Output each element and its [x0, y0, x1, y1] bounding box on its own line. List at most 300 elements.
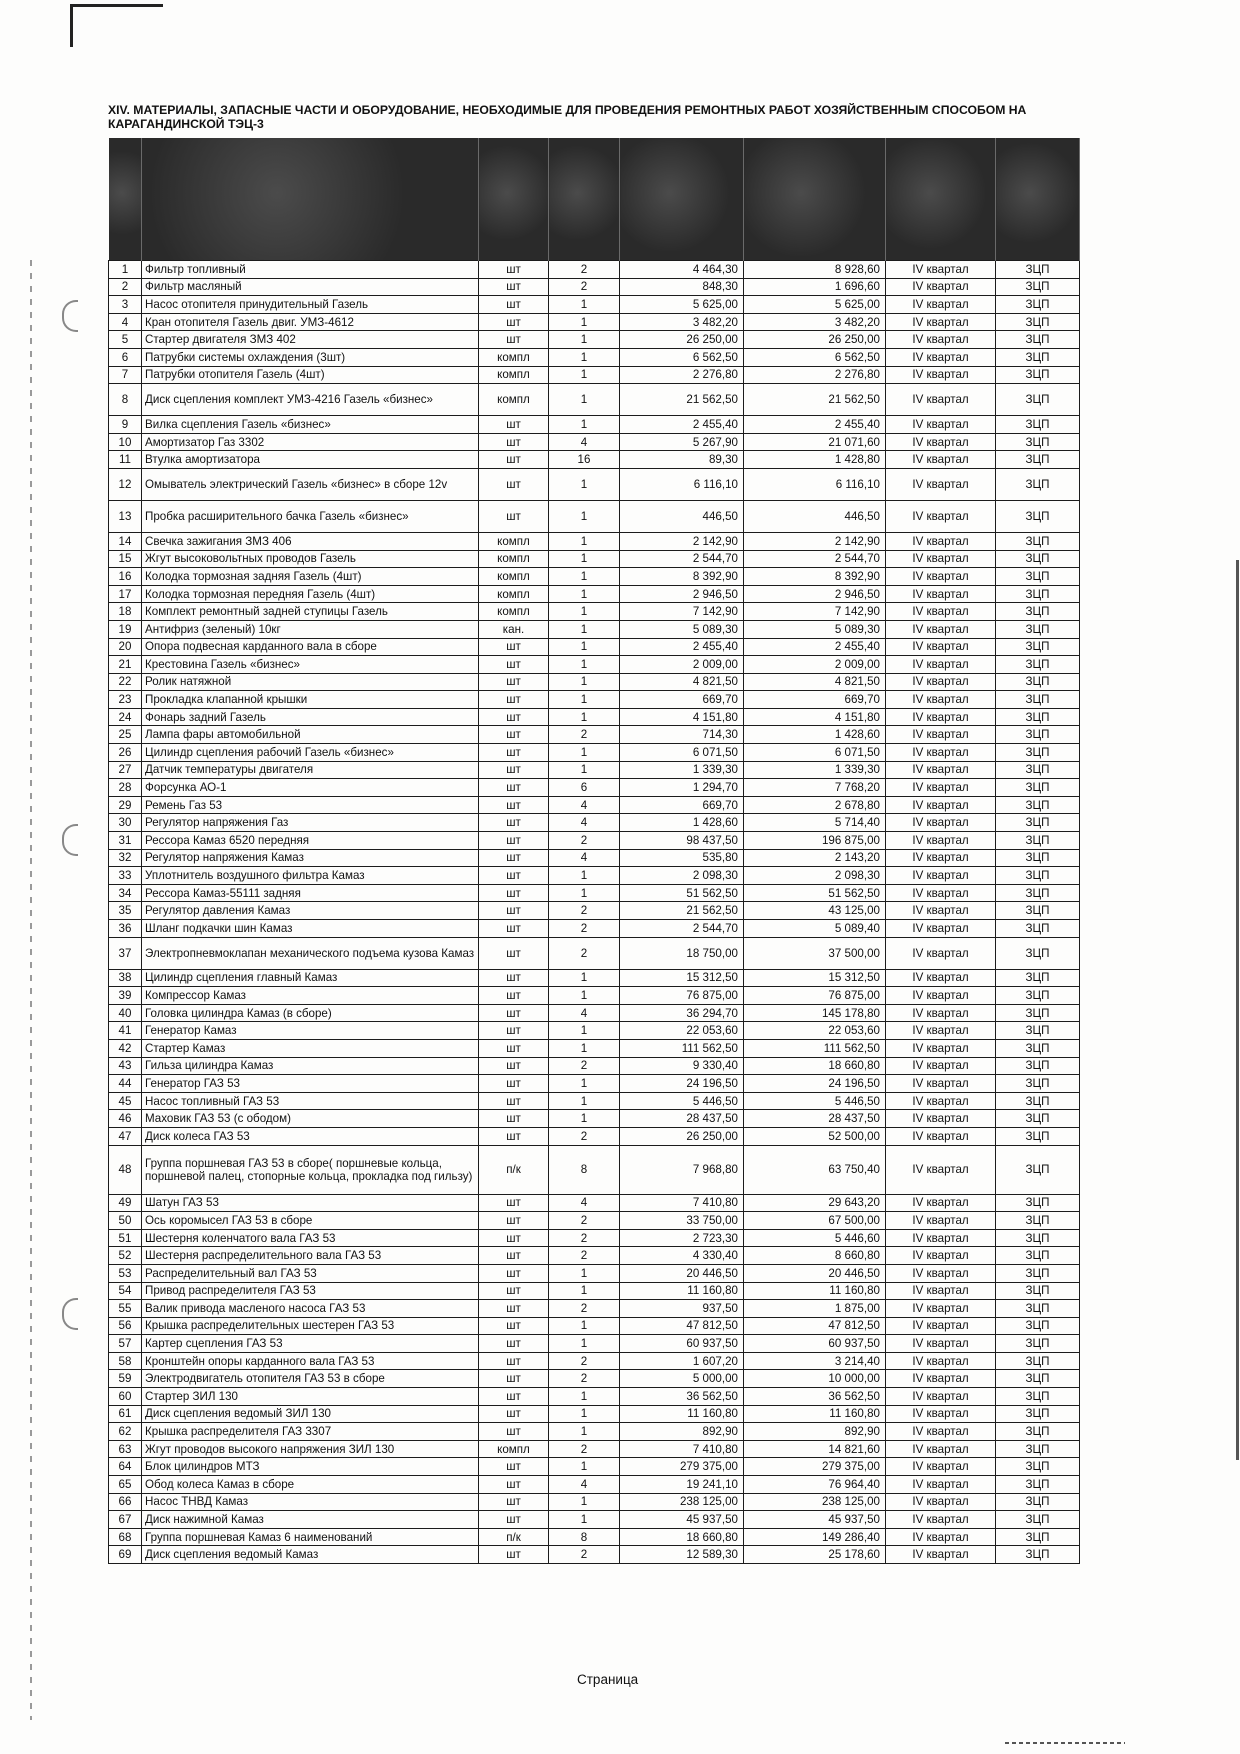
- department-cell: ЗЦП: [996, 451, 1080, 469]
- item-name-cell: Регулятор напряжения Камаз: [142, 849, 479, 867]
- row-number-cell: 4: [109, 313, 142, 331]
- item-name-cell: Амортизатор Газ 3302: [142, 433, 479, 451]
- quantity-cell: 1: [549, 1092, 620, 1110]
- period-cell: IV квартал: [886, 1127, 996, 1145]
- table-row: [109, 1057, 1080, 1075]
- unit-cell: компл: [479, 568, 549, 586]
- unit-price-cell: 18 750,00: [620, 937, 744, 969]
- period-cell: IV квартал: [886, 1528, 996, 1546]
- quantity-cell: 1: [549, 1405, 620, 1423]
- row-number-cell: 11: [109, 451, 142, 469]
- item-name-cell: Электродвигатель отопителя ГАЗ 53 в сборе: [142, 1370, 479, 1388]
- quantity-cell: 2: [549, 1546, 620, 1564]
- row-number-cell: 65: [109, 1476, 142, 1494]
- unit-cell: шт: [479, 1057, 549, 1075]
- unit-cell: шт: [479, 313, 549, 331]
- item-name-cell: Опора подвесная карданного вала в сборе: [142, 638, 479, 656]
- table-row: [109, 366, 1080, 384]
- item-name-cell: Диск сцепления ведомый ЗИЛ 130: [142, 1405, 479, 1423]
- total-sum-cell: 196 875,00: [744, 832, 886, 850]
- period-cell: IV квартал: [886, 832, 996, 850]
- quantity-cell: 2: [549, 1057, 620, 1075]
- period-cell: IV квартал: [886, 673, 996, 691]
- row-number-cell: 20: [109, 638, 142, 656]
- total-sum-cell: 21 071,60: [744, 433, 886, 451]
- department-cell: ЗЦП: [996, 1229, 1080, 1247]
- period-cell: IV квартал: [886, 620, 996, 638]
- quantity-cell: 1: [549, 500, 620, 532]
- department-cell: ЗЦП: [996, 550, 1080, 568]
- item-name-cell: Блок цилиндров МТЗ: [142, 1458, 479, 1476]
- department-cell: ЗЦП: [996, 1022, 1080, 1040]
- department-cell: ЗЦП: [996, 532, 1080, 550]
- table-row: [109, 568, 1080, 586]
- period-cell: IV квартал: [886, 366, 996, 384]
- item-name-cell: Крышка распределительных шестерен ГАЗ 53: [142, 1317, 479, 1335]
- department-cell: ЗЦП: [996, 1145, 1080, 1194]
- item-name-cell: Жгут высоковольтных проводов Газель: [142, 550, 479, 568]
- scan-artifact-bottom: [1005, 1742, 1125, 1744]
- row-number-cell: 2: [109, 278, 142, 296]
- quantity-cell: 1: [549, 673, 620, 691]
- header-cell-price: [620, 138, 744, 261]
- unit-cell: компл: [479, 366, 549, 384]
- item-name-cell: Ремень Газ 53: [142, 796, 479, 814]
- unit-cell: шт: [479, 1264, 549, 1282]
- item-name-cell: Компрессор Камаз: [142, 987, 479, 1005]
- department-cell: ЗЦП: [996, 313, 1080, 331]
- period-cell: IV квартал: [886, 500, 996, 532]
- unit-price-cell: 8 392,90: [620, 568, 744, 586]
- row-number-cell: 24: [109, 708, 142, 726]
- header-cell-name: [142, 138, 479, 261]
- unit-price-cell: 89,30: [620, 451, 744, 469]
- table-row: [109, 1212, 1080, 1230]
- period-cell: IV квартал: [886, 726, 996, 744]
- unit-price-cell: 5 267,90: [620, 433, 744, 451]
- period-cell: IV квартал: [886, 585, 996, 603]
- table-row: [109, 1127, 1080, 1145]
- total-sum-cell: 5 446,60: [744, 1229, 886, 1247]
- table-row: [109, 384, 1080, 416]
- row-number-cell: 19: [109, 620, 142, 638]
- total-sum-cell: 1 875,00: [744, 1300, 886, 1318]
- row-number-cell: 38: [109, 969, 142, 987]
- unit-price-cell: 2 142,90: [620, 532, 744, 550]
- table-row: [109, 708, 1080, 726]
- row-number-cell: 41: [109, 1022, 142, 1040]
- row-number-cell: 1: [109, 261, 142, 279]
- table-row: [109, 1075, 1080, 1093]
- total-sum-cell: 15 312,50: [744, 969, 886, 987]
- item-name-cell: Втулка амортизатора: [142, 451, 479, 469]
- department-cell: ЗЦП: [996, 673, 1080, 691]
- header-cell-sum: [744, 138, 886, 261]
- unit-cell: шт: [479, 1127, 549, 1145]
- unit-cell: компл: [479, 1440, 549, 1458]
- quantity-cell: 2: [549, 726, 620, 744]
- item-name-cell: Обод колеса Камаз в сборе: [142, 1476, 479, 1494]
- quantity-cell: 8: [549, 1145, 620, 1194]
- period-cell: IV квартал: [886, 761, 996, 779]
- total-sum-cell: 45 937,50: [744, 1511, 886, 1529]
- table-row: [109, 673, 1080, 691]
- unit-cell: шт: [479, 884, 549, 902]
- total-sum-cell: 6 562,50: [744, 348, 886, 366]
- quantity-cell: 2: [549, 261, 620, 279]
- total-sum-cell: 2 455,40: [744, 416, 886, 434]
- quantity-cell: 1: [549, 568, 620, 586]
- unit-cell: шт: [479, 500, 549, 532]
- item-name-cell: Форсунка АО-1: [142, 779, 479, 797]
- table-row: [109, 550, 1080, 568]
- row-number-cell: 33: [109, 867, 142, 885]
- table-row: [109, 1352, 1080, 1370]
- period-cell: IV квартал: [886, 1145, 996, 1194]
- total-sum-cell: 2 009,00: [744, 656, 886, 674]
- unit-cell: п/к: [479, 1145, 549, 1194]
- unit-cell: шт: [479, 1458, 549, 1476]
- quantity-cell: 1: [549, 656, 620, 674]
- row-number-cell: 27: [109, 761, 142, 779]
- total-sum-cell: 2 098,30: [744, 867, 886, 885]
- department-cell: ЗЦП: [996, 1247, 1080, 1265]
- row-number-cell: 18: [109, 603, 142, 621]
- table-row: [109, 1528, 1080, 1546]
- period-cell: IV квартал: [886, 1004, 996, 1022]
- total-sum-cell: 669,70: [744, 691, 886, 709]
- row-number-cell: 56: [109, 1317, 142, 1335]
- item-name-cell: Шестерня коленчатого вала ГАЗ 53: [142, 1229, 479, 1247]
- unit-cell: шт: [479, 1229, 549, 1247]
- item-name-cell: Лампа фары автомобильной: [142, 726, 479, 744]
- row-number-cell: 32: [109, 849, 142, 867]
- total-sum-cell: 36 562,50: [744, 1388, 886, 1406]
- row-number-cell: 14: [109, 532, 142, 550]
- quantity-cell: 1: [549, 1264, 620, 1282]
- table-row: [109, 1194, 1080, 1212]
- total-sum-cell: 8 928,60: [744, 261, 886, 279]
- period-cell: IV квартал: [886, 744, 996, 762]
- unit-price-cell: 33 750,00: [620, 1212, 744, 1230]
- total-sum-cell: 76 964,40: [744, 1476, 886, 1494]
- period-cell: IV квартал: [886, 451, 996, 469]
- header-cell-number: [109, 138, 142, 261]
- row-number-cell: 36: [109, 920, 142, 938]
- table-row: [109, 867, 1080, 885]
- unit-cell: шт: [479, 673, 549, 691]
- unit-cell: шт: [479, 1335, 549, 1353]
- period-cell: IV квартал: [886, 468, 996, 500]
- table-row: [109, 1335, 1080, 1353]
- table-row: [109, 744, 1080, 762]
- period-cell: IV квартал: [886, 1388, 996, 1406]
- item-name-cell: Диск сцепления комплект УМЗ-4216 Газель «бизнес»: [142, 384, 479, 416]
- row-number-cell: 43: [109, 1057, 142, 1075]
- row-number-cell: 47: [109, 1127, 142, 1145]
- unit-price-cell: 238 125,00: [620, 1493, 744, 1511]
- table-row: [109, 585, 1080, 603]
- department-cell: ЗЦП: [996, 603, 1080, 621]
- period-cell: IV квартал: [886, 278, 996, 296]
- table-row: [109, 1300, 1080, 1318]
- total-sum-cell: 3 482,20: [744, 313, 886, 331]
- department-cell: ЗЦП: [996, 1039, 1080, 1057]
- unit-cell: шт: [479, 744, 549, 762]
- period-cell: IV квартал: [886, 987, 996, 1005]
- row-number-cell: 42: [109, 1039, 142, 1057]
- item-name-cell: Антифриз (зеленый) 10кг: [142, 620, 479, 638]
- quantity-cell: 1: [549, 691, 620, 709]
- item-name-cell: Цилиндр сцепления главный Камаз: [142, 969, 479, 987]
- department-cell: ЗЦП: [996, 1127, 1080, 1145]
- item-name-cell: Пробка расширительного бачка Газель «бизнес»: [142, 500, 479, 532]
- item-name-cell: Насос ТНВД Камаз: [142, 1493, 479, 1511]
- item-name-cell: Колодка тормозная задняя Газель (4шт): [142, 568, 479, 586]
- row-number-cell: 58: [109, 1352, 142, 1370]
- department-cell: ЗЦП: [996, 638, 1080, 656]
- row-number-cell: 35: [109, 902, 142, 920]
- period-cell: IV квартал: [886, 296, 996, 314]
- table-row: [109, 761, 1080, 779]
- table-row: [109, 1370, 1080, 1388]
- unit-cell: шт: [479, 1546, 549, 1564]
- row-number-cell: 62: [109, 1423, 142, 1441]
- table-row: [109, 1405, 1080, 1423]
- unit-price-cell: 21 562,50: [620, 384, 744, 416]
- row-number-cell: 37: [109, 937, 142, 969]
- item-name-cell: Стартер двигателя ЗМЗ 402: [142, 331, 479, 349]
- table-row: [109, 1546, 1080, 1564]
- unit-cell: шт: [479, 779, 549, 797]
- period-cell: IV квартал: [886, 1370, 996, 1388]
- row-number-cell: 68: [109, 1528, 142, 1546]
- table-row: [109, 779, 1080, 797]
- department-cell: ЗЦП: [996, 1092, 1080, 1110]
- department-cell: ЗЦП: [996, 1057, 1080, 1075]
- period-cell: IV квартал: [886, 416, 996, 434]
- department-cell: ЗЦП: [996, 814, 1080, 832]
- unit-cell: шт: [479, 638, 549, 656]
- period-cell: IV квартал: [886, 1300, 996, 1318]
- quantity-cell: 1: [549, 1110, 620, 1128]
- item-name-cell: Генератор Камаз: [142, 1022, 479, 1040]
- total-sum-cell: 11 160,80: [744, 1282, 886, 1300]
- row-number-cell: 52: [109, 1247, 142, 1265]
- quantity-cell: 1: [549, 532, 620, 550]
- period-cell: IV квартал: [886, 1546, 996, 1564]
- unit-price-cell: 22 053,60: [620, 1022, 744, 1040]
- unit-cell: шт: [479, 867, 549, 885]
- department-cell: ЗЦП: [996, 1528, 1080, 1546]
- quantity-cell: 1: [549, 1075, 620, 1093]
- total-sum-cell: 5 714,40: [744, 814, 886, 832]
- row-number-cell: 34: [109, 884, 142, 902]
- unit-price-cell: 36 562,50: [620, 1388, 744, 1406]
- total-sum-cell: 3 214,40: [744, 1352, 886, 1370]
- department-cell: ЗЦП: [996, 1405, 1080, 1423]
- total-sum-cell: 24 196,50: [744, 1075, 886, 1093]
- row-number-cell: 69: [109, 1546, 142, 1564]
- period-cell: IV квартал: [886, 1405, 996, 1423]
- row-number-cell: 48: [109, 1145, 142, 1194]
- quantity-cell: 1: [549, 1511, 620, 1529]
- unit-price-cell: 7 968,80: [620, 1145, 744, 1194]
- item-name-cell: Колодка тормозная передняя Газель (4шт): [142, 585, 479, 603]
- unit-price-cell: 76 875,00: [620, 987, 744, 1005]
- quantity-cell: 4: [549, 1004, 620, 1022]
- period-cell: IV квартал: [886, 1458, 996, 1476]
- department-cell: ЗЦП: [996, 796, 1080, 814]
- unit-price-cell: 2 276,80: [620, 366, 744, 384]
- total-sum-cell: 238 125,00: [744, 1493, 886, 1511]
- unit-cell: шт: [479, 708, 549, 726]
- total-sum-cell: 18 660,80: [744, 1057, 886, 1075]
- department-cell: ЗЦП: [996, 920, 1080, 938]
- row-number-cell: 25: [109, 726, 142, 744]
- period-cell: IV квартал: [886, 884, 996, 902]
- department-cell: ЗЦП: [996, 366, 1080, 384]
- department-cell: ЗЦП: [996, 1317, 1080, 1335]
- unit-price-cell: 3 482,20: [620, 313, 744, 331]
- period-cell: IV квартал: [886, 1440, 996, 1458]
- department-cell: ЗЦП: [996, 468, 1080, 500]
- total-sum-cell: 20 446,50: [744, 1264, 886, 1282]
- unit-cell: компл: [479, 550, 549, 568]
- department-cell: ЗЦП: [996, 849, 1080, 867]
- unit-price-cell: 24 196,50: [620, 1075, 744, 1093]
- table-row: [109, 1247, 1080, 1265]
- department-cell: ЗЦП: [996, 744, 1080, 762]
- unit-cell: шт: [479, 1194, 549, 1212]
- total-sum-cell: 52 500,00: [744, 1127, 886, 1145]
- row-number-cell: 66: [109, 1493, 142, 1511]
- table-row: [109, 902, 1080, 920]
- item-name-cell: Диск сцепления ведомый Камаз: [142, 1546, 479, 1564]
- department-cell: ЗЦП: [996, 278, 1080, 296]
- quantity-cell: 1: [549, 708, 620, 726]
- unit-price-cell: 4 821,50: [620, 673, 744, 691]
- header-cell-unit: [479, 138, 549, 261]
- quantity-cell: 1: [549, 1423, 620, 1441]
- table-row: [109, 849, 1080, 867]
- row-number-cell: 7: [109, 366, 142, 384]
- row-number-cell: 5: [109, 331, 142, 349]
- item-name-cell: Комплект ремонтный задней ступицы Газель: [142, 603, 479, 621]
- scan-artifact-left: [30, 260, 32, 1720]
- row-number-cell: 17: [109, 585, 142, 603]
- total-sum-cell: 1 339,30: [744, 761, 886, 779]
- row-number-cell: 67: [109, 1511, 142, 1529]
- unit-cell: шт: [479, 1405, 549, 1423]
- row-number-cell: 64: [109, 1458, 142, 1476]
- department-cell: ЗЦП: [996, 384, 1080, 416]
- unit-cell: шт: [479, 1352, 549, 1370]
- row-number-cell: 13: [109, 500, 142, 532]
- page-footer: Страница: [577, 1672, 639, 1687]
- unit-price-cell: 669,70: [620, 796, 744, 814]
- total-sum-cell: 149 286,40: [744, 1528, 886, 1546]
- item-name-cell: Крышка распределителя ГАЗ 3307: [142, 1423, 479, 1441]
- table-row: [109, 1493, 1080, 1511]
- item-name-cell: Крестовина Газель «бизнес»: [142, 656, 479, 674]
- unit-price-cell: 2 723,30: [620, 1229, 744, 1247]
- department-cell: ЗЦП: [996, 691, 1080, 709]
- department-cell: ЗЦП: [996, 1300, 1080, 1318]
- period-cell: IV квартал: [886, 1511, 996, 1529]
- table-row: [109, 603, 1080, 621]
- unit-cell: шт: [479, 296, 549, 314]
- unit-cell: шт: [479, 416, 549, 434]
- unit-cell: шт: [479, 937, 549, 969]
- department-cell: ЗЦП: [996, 726, 1080, 744]
- unit-cell: шт: [479, 1511, 549, 1529]
- unit-price-cell: 111 562,50: [620, 1039, 744, 1057]
- quantity-cell: 4: [549, 796, 620, 814]
- unit-price-cell: 26 250,00: [620, 331, 744, 349]
- unit-price-cell: 2 544,70: [620, 920, 744, 938]
- department-cell: ЗЦП: [996, 1264, 1080, 1282]
- period-cell: IV квартал: [886, 1282, 996, 1300]
- table-row: [109, 832, 1080, 850]
- quantity-cell: 1: [549, 348, 620, 366]
- unit-price-cell: 36 294,70: [620, 1004, 744, 1022]
- quantity-cell: 1: [549, 331, 620, 349]
- department-cell: ЗЦП: [996, 761, 1080, 779]
- period-cell: IV квартал: [886, 849, 996, 867]
- unit-price-cell: 2 098,30: [620, 867, 744, 885]
- unit-cell: шт: [479, 656, 549, 674]
- unit-price-cell: 2 544,70: [620, 550, 744, 568]
- unit-cell: шт: [479, 1092, 549, 1110]
- quantity-cell: 4: [549, 849, 620, 867]
- unit-cell: шт: [479, 261, 549, 279]
- quantity-cell: 1: [549, 550, 620, 568]
- department-cell: ЗЦП: [996, 1388, 1080, 1406]
- unit-price-cell: 2 455,40: [620, 416, 744, 434]
- unit-price-cell: 535,80: [620, 849, 744, 867]
- department-cell: ЗЦП: [996, 656, 1080, 674]
- quantity-cell: 1: [549, 761, 620, 779]
- period-cell: IV квартал: [886, 1092, 996, 1110]
- total-sum-cell: 2 455,40: [744, 638, 886, 656]
- unit-cell: шт: [479, 278, 549, 296]
- table-row: [109, 1511, 1080, 1529]
- item-name-cell: Распределительный вал ГАЗ 53: [142, 1264, 479, 1282]
- unit-cell: п/к: [479, 1528, 549, 1546]
- item-name-cell: Диск колеса ГАЗ 53: [142, 1127, 479, 1145]
- unit-price-cell: 446,50: [620, 500, 744, 532]
- department-cell: ЗЦП: [996, 1458, 1080, 1476]
- item-name-cell: Прокладка клапанной крышки: [142, 691, 479, 709]
- total-sum-cell: 5 089,40: [744, 920, 886, 938]
- unit-price-cell: 11 160,80: [620, 1405, 744, 1423]
- item-name-cell: Свечка зажигания ЗМЗ 406: [142, 532, 479, 550]
- period-cell: IV квартал: [886, 1335, 996, 1353]
- unit-cell: компл: [479, 532, 549, 550]
- period-cell: IV квартал: [886, 937, 996, 969]
- row-number-cell: 29: [109, 796, 142, 814]
- unit-price-cell: 1 428,60: [620, 814, 744, 832]
- period-cell: IV квартал: [886, 331, 996, 349]
- department-cell: ЗЦП: [996, 1370, 1080, 1388]
- unit-cell: шт: [479, 1282, 549, 1300]
- row-number-cell: 59: [109, 1370, 142, 1388]
- table-row: [109, 348, 1080, 366]
- item-name-cell: Фильтр масляный: [142, 278, 479, 296]
- unit-price-cell: 98 437,50: [620, 832, 744, 850]
- total-sum-cell: 21 562,50: [744, 384, 886, 416]
